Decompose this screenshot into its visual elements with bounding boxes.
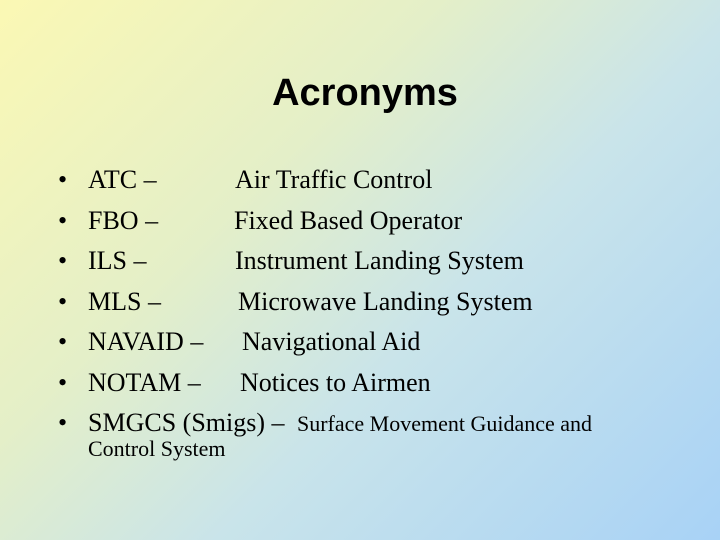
acronym-definition: Navigational Aid	[242, 327, 421, 356]
acronym-definition: Air Traffic Control	[235, 165, 433, 194]
list-item-atc	[58, 160, 698, 201]
list-item-fbo	[58, 201, 698, 242]
bullet-icon: •	[58, 286, 68, 316]
acronym-label: ATC –	[88, 165, 157, 194]
acronym-label: NAVAID –	[88, 327, 204, 356]
acronym-label: FBO –	[88, 205, 159, 235]
list-item-notam	[58, 363, 698, 404]
bullet-icon: •	[58, 408, 68, 437]
acronym-definition: Fixed Based Operator	[234, 205, 463, 235]
bullet-icon: •	[58, 165, 68, 194]
acronym-definition: Instrument Landing System	[235, 246, 524, 275]
acronym-definition: Microwave Landing System	[238, 286, 533, 316]
list-item-mls	[58, 282, 698, 323]
bullet-icon: •	[58, 327, 68, 356]
acronym-label: ILS –	[88, 246, 147, 275]
acronym-list	[58, 160, 698, 444]
list-item-navaid	[58, 322, 698, 363]
acronym-label: NOTAM –	[88, 367, 201, 397]
bullet-icon: •	[58, 205, 68, 235]
acronym-definition-continuation: Control System	[88, 436, 226, 461]
acronym-definition: Notices to Airmen	[240, 367, 431, 397]
slide-title: Acronyms	[272, 72, 458, 114]
acronym-definition: Surface Movement Guidance and	[297, 411, 593, 436]
acronym-label: MLS –	[88, 286, 161, 316]
acronym-label: SMGCS (Smigs) –	[88, 408, 285, 437]
bullet-icon: •	[58, 367, 68, 397]
list-item-ils	[58, 241, 698, 282]
bullet-icon: •	[58, 246, 68, 275]
